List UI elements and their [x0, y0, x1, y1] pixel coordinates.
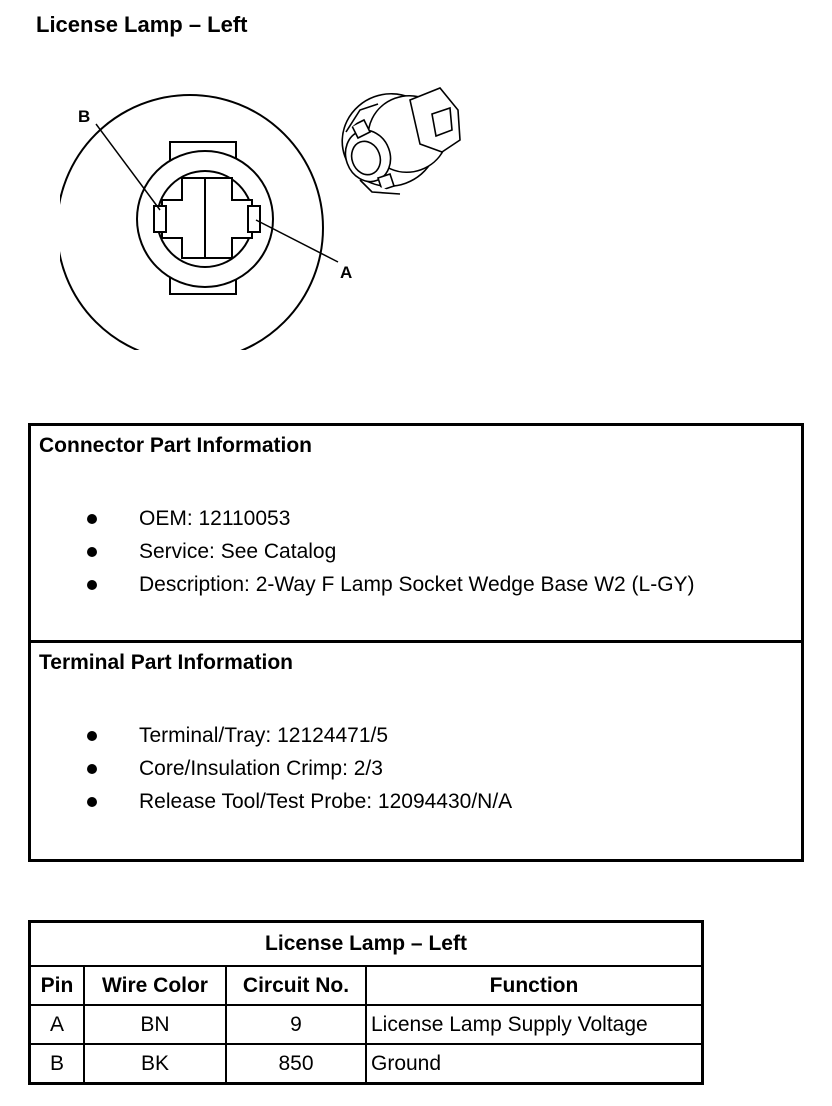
list-item: Description: 2-Way F Lamp Socket Wedge Base W2 (L-GY) [31, 568, 695, 601]
table-caption-row [30, 922, 703, 967]
pin-table [28, 920, 704, 1085]
page-title: License Lamp – Left [36, 12, 248, 37]
table-row [30, 1005, 703, 1044]
column-header: Wire Color [84, 966, 226, 1005]
pin-label-b: B [78, 107, 91, 126]
connector-info-list [31, 502, 695, 601]
bullet-icon [87, 797, 97, 807]
terminal-info-list [31, 719, 512, 818]
wire-color-cell: BN [84, 1005, 226, 1044]
column-header: Function [366, 966, 703, 1005]
bullet-icon [87, 580, 97, 590]
list-item: Terminal/Tray: 12124471/5 [31, 719, 512, 752]
pin-cell: A [30, 1005, 85, 1044]
pin-table-caption: License Lamp – Left [30, 922, 703, 967]
list-item: Core/Insulation Crimp: 2/3 [31, 752, 512, 785]
table-row [30, 1044, 703, 1084]
terminal-part-info [28, 640, 804, 862]
list-item: Release Tool/Test Probe: 12094430/N/A [31, 785, 512, 818]
connector-face-view [60, 95, 323, 350]
bullet-icon [87, 731, 97, 741]
connector-info-heading: Connector Part Information [39, 434, 313, 457]
column-header: Pin [30, 966, 85, 1005]
pin-label-a: A [340, 263, 353, 282]
list-item: Service: See Catalog [31, 535, 695, 568]
circuit-cell: 850 [226, 1044, 366, 1084]
circuit-cell: 9 [226, 1005, 366, 1044]
column-header: Circuit No. [226, 966, 366, 1005]
table-header-row [30, 966, 703, 1005]
connector-part-info [28, 423, 804, 643]
pin-cell: B [30, 1044, 85, 1084]
wire-color-cell: BK [84, 1044, 226, 1084]
list-item: OEM: 12110053 [31, 502, 695, 535]
terminal-info-heading: Terminal Part Information [39, 651, 293, 674]
bullet-icon [87, 514, 97, 524]
function-cell: License Lamp Supply Voltage [366, 1005, 703, 1044]
connector-diagram [60, 70, 490, 350]
bullet-icon [87, 547, 97, 557]
bullet-icon [87, 764, 97, 774]
function-cell: Ground [366, 1044, 703, 1084]
socket-iso-view [329, 80, 460, 199]
